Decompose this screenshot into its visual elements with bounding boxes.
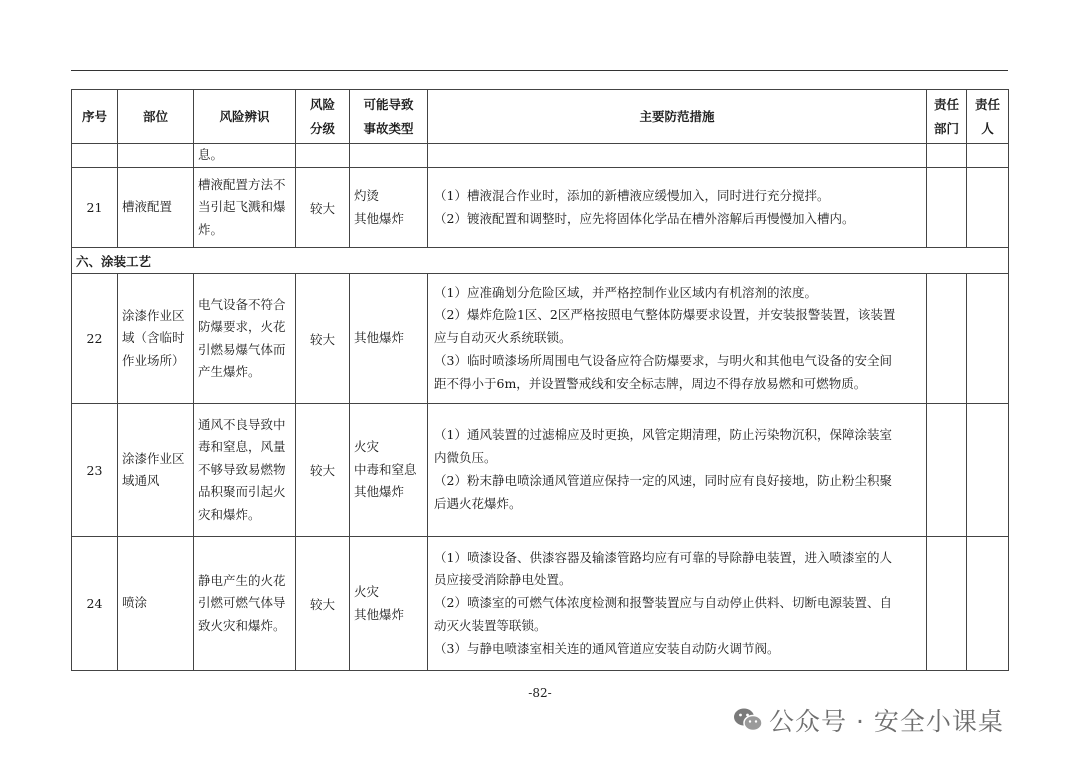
row-measures bbox=[428, 144, 927, 168]
text-line: 息。 bbox=[198, 147, 224, 163]
row-resp-person bbox=[967, 144, 1009, 168]
watermark-text: 公众号 · 安全小课桌 bbox=[769, 707, 1004, 736]
text-line: 其他爆炸 bbox=[354, 606, 405, 622]
text-line: 域通风 bbox=[122, 473, 160, 488]
row-resp-person bbox=[967, 537, 1009, 671]
header-no: 序号 bbox=[72, 90, 118, 144]
text-line: （1）应准确划分危险区域，并严格控制作业区域内有机溶剂的浓度。 bbox=[434, 284, 817, 300]
row-risk-level: 较大 bbox=[296, 537, 350, 671]
table-header-row bbox=[72, 90, 1009, 144]
section-title: 六、涂装工艺 bbox=[72, 248, 1009, 274]
text-line: 内微负压。 bbox=[434, 450, 497, 466]
text-line: 通风不良导致中 bbox=[198, 416, 286, 432]
header-text-line: 部门 bbox=[933, 120, 959, 136]
row-accident-type bbox=[350, 537, 428, 671]
text-line: 炸。 bbox=[198, 221, 224, 237]
row-number bbox=[72, 144, 118, 168]
header-risk-level bbox=[296, 90, 350, 144]
text-line: 域（含临时 bbox=[122, 330, 185, 346]
text-line: （2）爆炸危险1区、2区严格按照电气整体防爆要求设置，并安装报警装置，该装置 bbox=[434, 307, 896, 323]
table-row bbox=[72, 168, 1009, 248]
header-accident-type bbox=[350, 90, 428, 144]
watermark bbox=[733, 700, 1004, 740]
row-risk-level: 较大 bbox=[296, 274, 350, 404]
row-accident-type bbox=[350, 144, 428, 168]
table-row bbox=[72, 144, 1009, 168]
text-line: 动灭火装置等联锁。 bbox=[434, 617, 547, 633]
text-line: 槽液配置方法不 bbox=[198, 176, 286, 192]
header-text-line: 事故类型 bbox=[363, 120, 414, 136]
text-line: （3）与静电喷漆室相关连的通风管道应安装自动防火调节阀。 bbox=[434, 640, 780, 656]
row-resp-dept bbox=[927, 404, 967, 537]
row-measures bbox=[428, 168, 927, 248]
text-line: 电气设备不符合 bbox=[198, 296, 286, 312]
row-measures bbox=[428, 537, 927, 671]
row-measures bbox=[428, 404, 927, 537]
row-location bbox=[118, 537, 194, 671]
row-risk bbox=[194, 168, 296, 248]
text-line: 当引起飞溅和爆 bbox=[198, 199, 286, 215]
table-row bbox=[72, 274, 1009, 404]
row-number: 22 bbox=[72, 274, 118, 404]
row-resp-dept bbox=[927, 144, 967, 168]
text-line: 员应接受消除静电处置。 bbox=[434, 572, 572, 588]
text-line: 引燃可燃气体导 bbox=[198, 595, 286, 611]
text-line: 防爆要求，火花 bbox=[198, 319, 286, 334]
text-line: 距不得小于6m，并设置警戒线和安全标志牌，周边不得存放易燃和可燃物质。 bbox=[434, 375, 867, 391]
header-resp-person bbox=[967, 90, 1009, 144]
text-line: 火灾 bbox=[354, 439, 380, 455]
row-number: 21 bbox=[72, 168, 118, 248]
row-risk bbox=[194, 404, 296, 537]
header-text-line: 人 bbox=[981, 120, 994, 136]
text-line: （1）喷漆设备、供漆容器及输漆管路均应有可靠的导除静电装置，进入喷漆室的人 bbox=[434, 549, 892, 565]
row-resp-dept bbox=[927, 274, 967, 404]
wechat-icon bbox=[733, 707, 763, 733]
row-accident-type bbox=[350, 274, 428, 404]
text-line: 喷涂 bbox=[122, 595, 148, 611]
text-line: 其他爆炸 bbox=[354, 210, 405, 226]
text-line: （2）喷漆室的可燃气体浓度检测和报警装置应与自动停止供料、切断电源装置、自 bbox=[434, 595, 892, 611]
header-text-line: 责任 bbox=[974, 96, 1000, 112]
header-risk-identification bbox=[194, 90, 296, 144]
text-line: 引燃易爆气体而 bbox=[198, 341, 286, 357]
row-risk bbox=[194, 144, 296, 168]
text-line: 毒和窒息，风量 bbox=[198, 439, 286, 455]
text-line: 品积聚而引起火 bbox=[198, 484, 286, 500]
text-line: （2）镀液配置和调整时，应先将固体化学品在槽外溶解后再慢慢加入槽内。 bbox=[434, 210, 855, 226]
row-accident-type bbox=[350, 404, 428, 537]
section-row bbox=[72, 248, 1009, 274]
row-resp-person bbox=[967, 168, 1009, 248]
row-risk bbox=[194, 537, 296, 671]
row-risk-level bbox=[296, 144, 350, 168]
text-line: 火灾 bbox=[354, 584, 380, 599]
text-line: 后遇火花爆炸。 bbox=[434, 495, 522, 511]
text-line: 灼烫 bbox=[354, 188, 380, 203]
row-risk-level: 较大 bbox=[296, 168, 350, 248]
text-line: （1）通风装置的过滤棉应及时更换，风管定期清理，防止污染物沉积，保障涂装室 bbox=[434, 427, 892, 443]
text-line: 应与自动灭火系统联锁。 bbox=[434, 330, 572, 346]
header-text-line: 分级 bbox=[309, 120, 335, 136]
row-number: 24 bbox=[72, 537, 118, 671]
table-row bbox=[72, 537, 1009, 671]
row-number: 23 bbox=[72, 404, 118, 537]
text-line: （2）粉末静电喷涂通风管道应保持一定的风速，同时应有良好接地，防止粉尘积聚 bbox=[434, 473, 892, 488]
row-location bbox=[118, 144, 194, 168]
text-line: （3）临时喷漆场所周围电气设备应符合防爆要求，与明火和其他电气设备的安全间 bbox=[434, 352, 892, 368]
row-location bbox=[118, 274, 194, 404]
row-resp-person bbox=[967, 274, 1009, 404]
header-resp-dept bbox=[927, 90, 967, 144]
text-line: （1）槽液混合作业时，添加的新槽液应缓慢加入，同时进行充分搅拌。 bbox=[434, 187, 830, 203]
text-line: 涂漆作业区 bbox=[122, 307, 185, 323]
header-text-line: 责任 bbox=[933, 96, 959, 112]
text-line: 产生爆炸。 bbox=[198, 364, 261, 379]
row-location bbox=[118, 404, 194, 537]
table-row bbox=[72, 404, 1009, 537]
header-text-line: 风险辨识 bbox=[219, 108, 270, 124]
text-line: 槽液配置 bbox=[122, 199, 173, 215]
row-resp-person bbox=[967, 404, 1009, 537]
header-location: 部位 bbox=[118, 90, 194, 144]
row-resp-dept bbox=[927, 537, 967, 671]
page-number: -82- bbox=[528, 686, 552, 700]
text-line: 灾和爆炸。 bbox=[198, 506, 261, 522]
row-risk bbox=[194, 274, 296, 404]
row-risk-level: 较大 bbox=[296, 404, 350, 537]
row-resp-dept bbox=[927, 168, 967, 248]
row-accident-type bbox=[350, 168, 428, 248]
text-line: 不够导致易燃物 bbox=[198, 461, 286, 477]
header-text-line: 可能导致 bbox=[363, 96, 414, 112]
header-rule bbox=[71, 70, 1008, 71]
header-text-line: 风险 bbox=[309, 96, 335, 112]
text-line: 静电产生的火花 bbox=[198, 572, 286, 588]
text-line: 作业场所） bbox=[122, 352, 185, 368]
header-measures: 主要防范措施 bbox=[428, 90, 927, 144]
text-line: 致火灾和爆炸。 bbox=[198, 617, 286, 633]
text-line: 涂漆作业区 bbox=[122, 450, 185, 466]
risk-control-table bbox=[71, 89, 1009, 671]
text-line: 中毒和窒息 bbox=[354, 461, 417, 477]
row-measures bbox=[428, 274, 927, 404]
row-location bbox=[118, 168, 194, 248]
text-line: 其他爆炸 bbox=[354, 484, 405, 500]
text-line: 其他爆炸 bbox=[354, 330, 405, 346]
